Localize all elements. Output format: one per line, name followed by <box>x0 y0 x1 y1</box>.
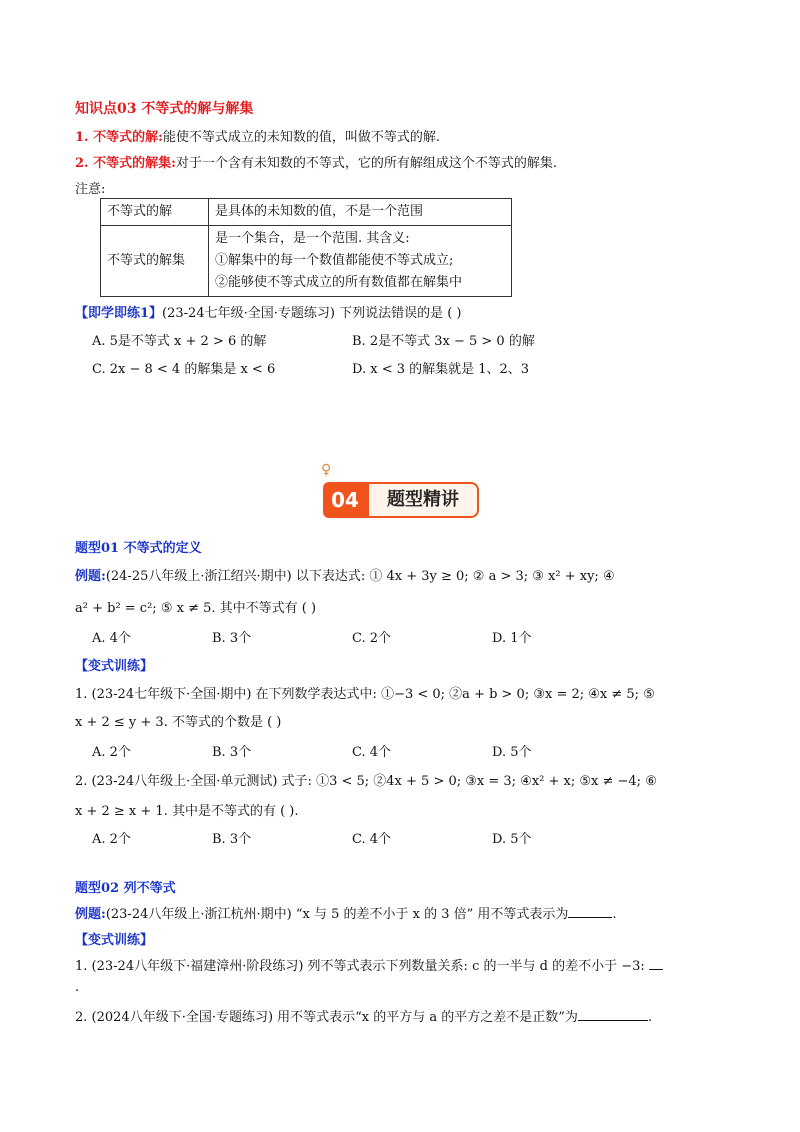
definition-1 <box>75 126 440 145</box>
question-text: 1. (23-24八年级下·福建漳州·阶段练习) 列不等式表示下列数量关系: c 的一半与 d 的差不小于 −3: <box>75 959 645 974</box>
table-row <box>101 226 512 297</box>
example-end: . <box>612 907 617 922</box>
answer-blank[interactable] <box>649 957 663 970</box>
type-02-title: 题型02 列不等式 <box>75 881 176 896</box>
q1-option-a: A. 2个 <box>92 745 131 760</box>
question-1-line2: x + 2 ≤ y + 3. 不等式的个数是 ( ) <box>75 715 282 730</box>
option-c: C. 2x − 8 < 4 的解集是 x < 6 <box>92 362 276 377</box>
definition-1-text: 能使不等式成立的未知数的值，叫做不等式的解. <box>162 130 441 145</box>
option-d: D. x < 3 的解集就是 1、2、3 <box>352 362 530 377</box>
section-badge <box>323 482 475 518</box>
table-line: ②能够使不等式成立的所有数值都在解集中 <box>215 275 463 290</box>
table-line: ①解集中的每一个数值都能使不等式成立; <box>215 253 454 268</box>
note-table <box>100 198 512 297</box>
badge-title: 题型精讲 <box>367 482 479 518</box>
question-2-line1: 2. (23-24八年级上·全国·单元测试) 式子: ①3 < 5; ②4x + 5 > 0; ③x = 3; ④x² + x; ⑤x ≠ −4; ⑥ <box>75 774 657 789</box>
q1-option-d: D. 5个 <box>492 745 532 760</box>
table-cell-key: 不等式的解集 <box>101 226 209 297</box>
note-label: 注意: <box>75 182 106 197</box>
example-option-b: B. 3个 <box>212 631 252 646</box>
answer-blank[interactable] <box>578 1008 648 1021</box>
badge-number: 04 <box>323 482 367 518</box>
option-b: B. 2是不等式 3x − 5 > 0 的解 <box>352 334 535 349</box>
example-option-d: D. 1个 <box>492 631 532 646</box>
question-text: 2. (2024八年级下·全国·专题练习) 用不等式表示“x 的平方与 a 的平方之差不是正数”为 <box>75 1010 578 1025</box>
example-text: (24-25八年级上·浙江绍兴·期中) 以下表达式: ① 4x + 3y ≥ 0; ② a > 3; ③ x² + xy; ④ <box>105 569 615 584</box>
table-cell-value: 是具体的未知数的值，不是一个范围 <box>209 199 512 226</box>
section-title: 知识点03 不等式的解与解集 <box>75 101 254 117</box>
question-1-line1: 1. (23-24七年级下·全国·期中) 在下列数学表达式中: ①−3 < 0; ②a + b > 0; ③x = 2; ④x ≠ 5; ⑤ <box>75 687 655 702</box>
example-2 <box>75 903 617 922</box>
table-row <box>101 199 512 226</box>
definition-2-label: 2. 不等式的解集: <box>75 156 176 171</box>
table-cell-value <box>209 226 512 297</box>
definition-1-label: 1. 不等式的解: <box>75 130 163 145</box>
table-cell-key: 不等式的解 <box>101 199 209 226</box>
example-1-line1 <box>75 565 615 584</box>
question-2 <box>75 1006 652 1025</box>
example-option-c: C. 2个 <box>352 631 392 646</box>
example-label: 例题: <box>75 907 106 922</box>
q2-option-c: C. 4个 <box>352 832 392 847</box>
q2-option-d: D. 5个 <box>492 832 532 847</box>
practice-question <box>75 302 461 321</box>
table-line: 是一个集合，是一个范围. 其含义: <box>215 231 410 246</box>
option-a: A. 5是不等式 x + 2 > 6 的解 <box>92 334 267 349</box>
q1-option-c: C. 4个 <box>352 745 392 760</box>
q1-option-b: B. 3个 <box>212 745 252 760</box>
practice-label: 【即学即练1】 <box>75 306 163 321</box>
example-label: 例题: <box>75 569 106 584</box>
example-1-line2: a² + b² = c²; ⑤ x ≠ 5. 其中不等式有 ( ) <box>75 601 317 616</box>
lightbulb-icon: ♀ <box>321 462 332 478</box>
example-text: (23-24八年级上·浙江杭州·期中) “x 与 5 的差不小于 x 的 3 倍” 用不等式表示为 <box>105 907 569 922</box>
variant-label: 【变式训练】 <box>75 659 154 674</box>
definition-2-text: 对于一个含有未知数的不等式，它的所有解组成这个不等式的解集. <box>175 156 558 171</box>
type-01-title: 题型01 不等式的定义 <box>75 541 202 556</box>
question-end: . <box>647 1010 653 1025</box>
variant-label: 【变式训练】 <box>75 933 154 948</box>
example-option-a: A. 4个 <box>92 631 131 646</box>
q2-option-b: B. 3个 <box>212 832 252 847</box>
question-1 <box>75 955 663 974</box>
question-2-line2: x + 2 ≥ x + 1. 其中是不等式的有 ( ). <box>75 804 299 819</box>
answer-blank[interactable] <box>568 905 612 918</box>
q2-option-a: A. 2个 <box>92 832 131 847</box>
definition-2 <box>75 152 557 171</box>
practice-text: (23-24七年级·全国·专题练习) 下列说法错误的是 ( ) <box>162 306 462 321</box>
question-1-continuation: . <box>75 980 80 995</box>
